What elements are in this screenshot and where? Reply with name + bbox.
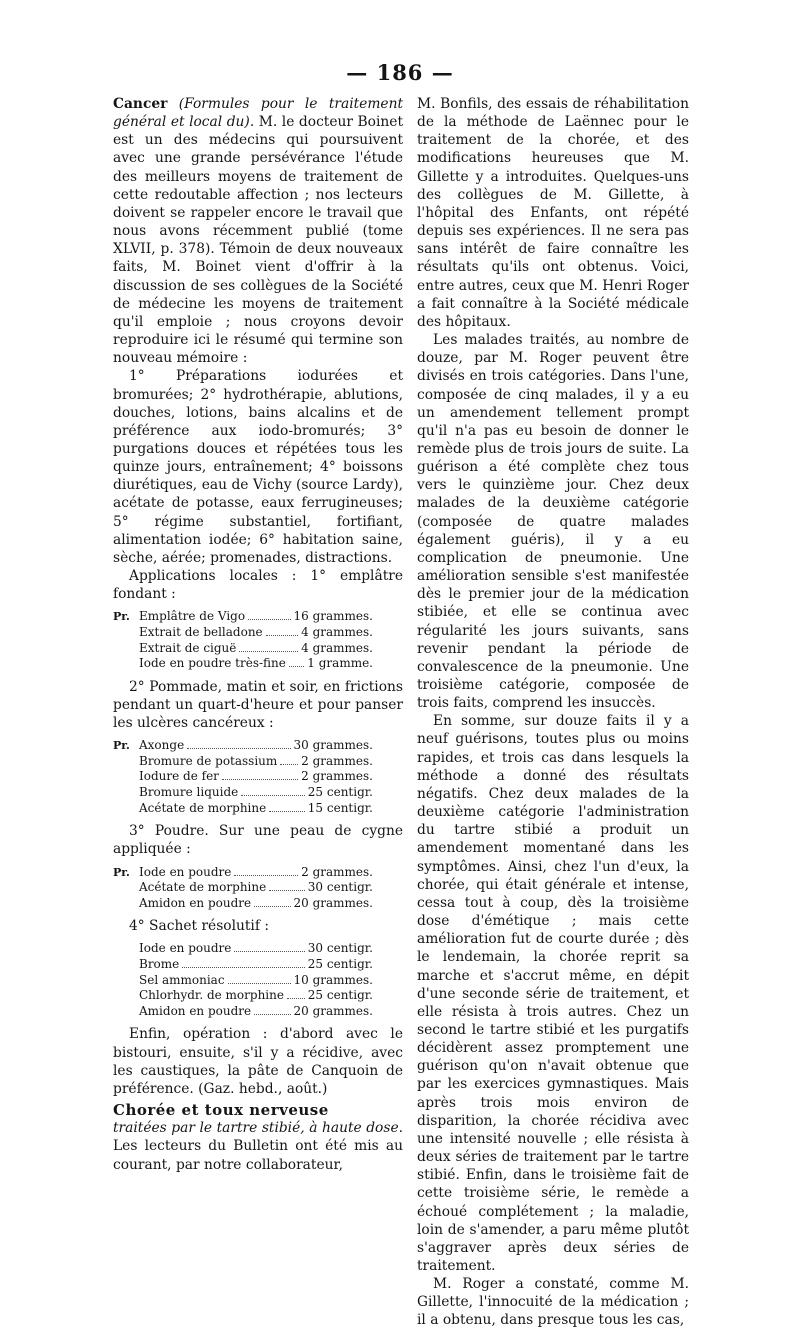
ingredient-quantity: 25 centigr.	[307, 957, 373, 972]
ingredient-name: Iode en poudre très-fine	[139, 656, 286, 671]
leader-dots	[182, 967, 305, 968]
prescription-line	[113, 988, 373, 1004]
ingredient-name: Acétate de morphine	[139, 800, 267, 815]
leader-dots	[287, 998, 305, 999]
right-column	[417, 95, 689, 1330]
prescription-line	[113, 738, 373, 754]
ingredient-quantity: 30 centigr.	[307, 880, 373, 895]
leader-dots	[269, 890, 305, 891]
leader-dots	[269, 811, 305, 812]
prescription-line	[113, 609, 373, 625]
ingredient-quantity: 20 grammes.	[293, 1003, 373, 1018]
cancer-subtitle: (Formules pour le traitement général et local du).	[113, 96, 403, 131]
ingredient-quantity: 2 grammes.	[301, 864, 373, 879]
choree-paragraph-3: En somme, sur douze faits il y a neuf guérisons, toutes plus ou moins rapides, et trois cas dans lesquels la méthode a donné des résultats négatifs. Chez deux malades de la deuxième catégorie l'administration du tartre stibié a produit un amendement momentané dans les symptômes. Ainsi, chez l'un d'eux, la chorée, qui était générale et intense, cessa tout à coup, dès la troisième dose d'émétique ; mais cette amélioration fut de courte durée ; dès le lendemain, la chorée reprit sa marche et s'accrut même, en dépit d'une seconde série de traitement, et elle résista à trois autres. Chez un second le tartre stibié et les purgatifs décidèrent assez promptement une guérison qu'on n'avait obtenue que par les exercices gymnastiques. Mais après trois mois environ de disparition, la chorée récidiva avec une intensité nouvelle ; elle résista à deux séries de traitement par le tartre stibié. Enfin, dans le troisième fait de cette troisième série, le remède a échoué complétement ; la maladie, loin de s'amender, a paru même plutôt s'aggraver après deux séries de traitement.	[417, 713, 689, 1274]
applications-intro: Applications locales : 1° emplâtre fondant :	[113, 568, 403, 603]
prescription-emplatre	[113, 609, 373, 671]
leader-dots	[248, 619, 290, 620]
ingredient-quantity: 10 grammes.	[293, 972, 373, 987]
ingredient-name: Extrait de ciguë	[139, 640, 237, 655]
leader-dots	[266, 635, 298, 636]
prescription-line	[113, 896, 373, 912]
leader-dots	[280, 764, 298, 765]
choree-intro	[113, 1119, 403, 1173]
prescription-prefix: Pr.	[113, 865, 130, 879]
ingredient-name: Chlorhydr. de morphine	[139, 988, 284, 1003]
ingredient-name: Bromure liquide	[139, 785, 239, 799]
ingredient-name: Iode en poudre	[139, 941, 232, 956]
ingredient-name: Amidon en poudre	[139, 1003, 252, 1018]
leader-dots	[254, 1014, 290, 1015]
prescription-line	[113, 641, 373, 657]
leader-dots	[222, 779, 298, 780]
ingredient-name: Amidon en poudre	[139, 895, 252, 910]
left-column	[113, 95, 403, 1174]
ingredient-quantity: 4 grammes.	[301, 624, 373, 639]
ingredient-name: Brome	[139, 957, 180, 972]
choree-subtitle: traitées par le tartre stibié, à haute dose.	[113, 1120, 403, 1137]
prescription-prefix: Pr.	[113, 610, 130, 624]
ingredient-quantity: 30 grammes.	[293, 738, 373, 753]
ingredient-quantity: 16 grammes.	[293, 609, 373, 624]
ingredient-name: Extrait de belladone	[139, 624, 263, 639]
ingredient-name: Iodure de fer	[139, 769, 219, 784]
ingredient-quantity: 15 centigr.	[307, 800, 373, 815]
leader-dots	[228, 983, 291, 984]
choree-body: Les lecteurs du Bulletin ont été mis au courant, par notre collaborateur,	[113, 1138, 403, 1173]
ingredient-quantity: 2 grammes.	[301, 769, 373, 784]
prescription-line	[113, 769, 373, 785]
prescription-line	[113, 754, 373, 770]
ingredient-name: Sel ammoniac	[139, 972, 225, 987]
treatment-item-2: 2° Pommade, matin et soir, en frictions pendant un quart-d'heure et pour panser les ulcères cancéreux :	[113, 678, 403, 732]
prescription-poudre	[113, 865, 373, 912]
leader-dots	[234, 951, 304, 952]
ingredient-name: Axonge	[139, 738, 185, 753]
leader-dots	[289, 666, 304, 667]
prescription-line	[113, 801, 373, 817]
treatment-item-3: 3° Poudre. Sur une peau de cygne appliquée :	[113, 823, 403, 858]
leader-dots	[234, 875, 298, 876]
leader-dots	[241, 795, 305, 796]
ingredient-quantity: 30 centigr.	[307, 941, 373, 956]
prescription-line	[113, 1004, 373, 1020]
ingredient-quantity: 4 grammes.	[301, 640, 373, 655]
cancer-body: M. le docteur Boinet est un des médecins qui poursuivent avec une grande persévérance l'étude des meilleurs moyens de traitement de cette redoutable affection ; nos lecteurs doivent se rappeler encore le travail que nous avons récemment publié (tome XLVII, p. 378). Témoin de deux nouveaux faits, M. Boinet vient d'offrir à la discussion de ses collègues de la Société de médecine les moyens de traitement qu'il emploie ; nous croyons devoir reproduire ici le résumé qui termine son nouveau mémoire :	[113, 114, 403, 367]
ingredient-quantity: 2 grammes.	[301, 753, 373, 768]
leader-dots	[187, 748, 290, 749]
cancer-title: Cancer	[113, 96, 168, 112]
prescription-line	[113, 941, 373, 957]
prescription-line	[113, 656, 373, 672]
ingredient-name: Iode en poudre	[139, 864, 232, 879]
surgery-paragraph: Enfin, opération : d'abord avec le bistouri, ensuite, s'il y a récidive, avec les caustiques, la pâte de Canquoin de préférence. (Gaz. hebd., août.)	[113, 1026, 403, 1097]
prescription-pommade	[113, 738, 373, 816]
ingredient-quantity: 20 grammes.	[293, 895, 373, 910]
cancer-article-intro	[113, 95, 403, 367]
prescription-line	[113, 880, 373, 896]
prescription-line	[113, 957, 373, 973]
prescription-line	[113, 625, 373, 641]
prescription-prefix: Pr.	[113, 739, 130, 753]
choree-title: Chorée et toux nerveuse	[113, 1101, 329, 1120]
choree-paragraph-2: Les malades traités, au nombre de douze, par M. Roger peuvent être divisés en trois catégories. Dans l'une, composée de cinq malades, il y a eu un amendement tellement prompt qu'il n'a pas eu besoin de donner le remède plus de trois jours de suite. La guérison a été complète chez tous vers le quinzième jour. Chez deux malades de la deuxième catégorie (composée de quatre malades également guéris), il y a eu complication de pneumonie. Une amélioration sensible s'est manifestée dès le premier jour de la médication stibiée, et elle se continua avec régularité les jours suivants, sans revenir pendant la période de convalescence de la pneumonie. Une troisième catégorie, composée de trois faits, comprend les insuccès.	[417, 332, 689, 712]
ingredient-quantity: 25 centigr.	[307, 988, 373, 1003]
ingredient-name: Acétate de morphine	[139, 880, 267, 895]
ingredient-quantity: 1 gramme.	[307, 656, 373, 671]
ingredient-quantity: 25 centigr.	[307, 785, 373, 799]
treatment-item-1: 1° Préparations iodurées et bromurées; 2° hydrothérapie, ablutions, douches, lotions, bains alcalins et de préférence aux iodo-bromurés; 3° purgations douces et répétées tous les quinze jours, entraînement; 4° boissons diurétiques, eau de Vichy (source Lardy), acétate de potasse, eaux ferrugineuses; 5° régime substantiel, fortifiant, alimentation iodée; 6° habitation saine, sèche, aérée; promenades, distractions.	[113, 368, 403, 566]
ingredient-name: Bromure de potassium	[139, 753, 278, 768]
leader-dots	[239, 651, 298, 652]
choree-paragraph-1: M. Bonfils, des essais de réhabilitation de la méthode de Laënnec pour le traitement de la chorée, et des modifications heureuses que M. Gillette y a introduites. Quelques-uns des collègues de M. Gillette, à l'hôpital des Enfants, ont répété depuis ses expériences. Il ne sera pas sans intérêt de faire connaître les résultats qu'ils ont obtenus. Voici, entre autres, ceux que M. Henri Roger a fait connaître à la Société médicale des hôpitaux.	[417, 96, 689, 330]
ingredient-name: Emplâtre de Vigo	[139, 609, 246, 624]
page-number: — 186 —	[346, 60, 454, 85]
prescription-sachet	[113, 941, 373, 1019]
treatment-item-4: 4° Sachet résolutif :	[129, 918, 269, 935]
choree-paragraph-4: M. Roger a constaté, comme M. Gillette, l'innocuité de la médication ; il a obtenu, dans presque tous les cas,	[417, 1276, 689, 1329]
prescription-line	[113, 865, 373, 881]
prescription-line	[113, 785, 373, 801]
leader-dots	[254, 906, 290, 907]
prescription-line	[113, 973, 373, 989]
